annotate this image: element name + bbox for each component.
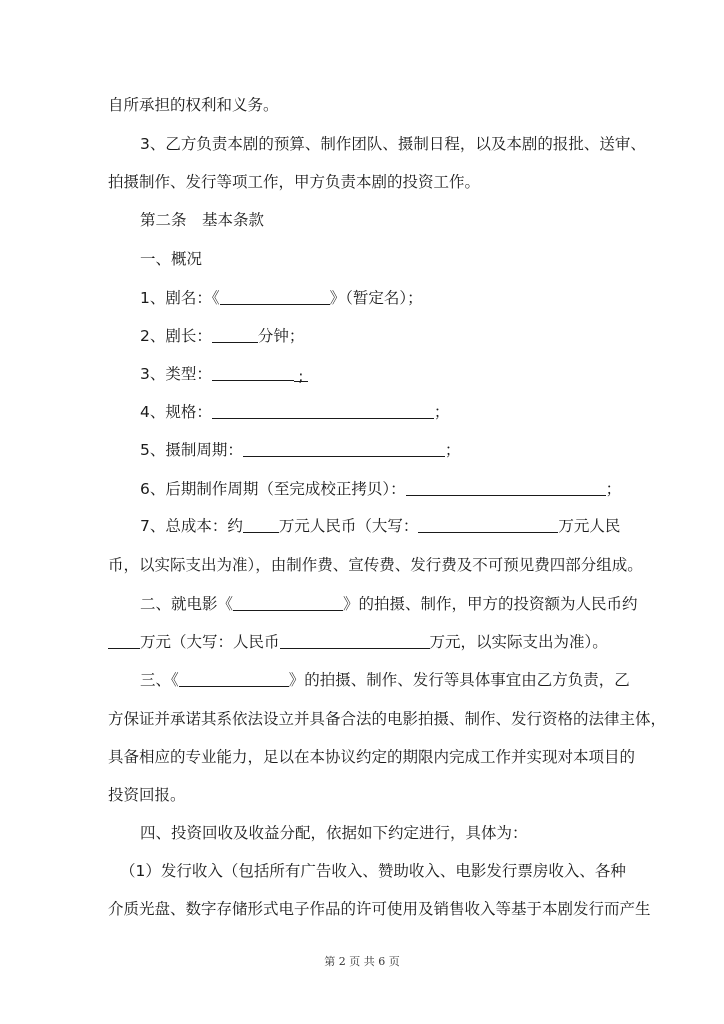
item-shooting-period xyxy=(140,440,460,460)
text: 4、规格： xyxy=(140,403,212,421)
text: 万元人民 xyxy=(558,517,621,535)
text: 介质光盘、数字存储形式电子作品的许可使用及销售收入等基于本剧发行而产生 xyxy=(108,900,651,918)
paragraph-line xyxy=(108,95,279,115)
section-heading xyxy=(140,823,528,843)
text: 》的拍摄、制作，甲方的投资额为人民币约 xyxy=(343,595,638,613)
text: 拍摄制作、发行等项工作，甲方负责本剧的投资工作。 xyxy=(108,173,481,191)
text: 方保证并承诺其系依法设立并具备合法的电影拍摄、制作、发行资格的法律主体， xyxy=(108,710,667,728)
blank-line xyxy=(220,289,330,305)
text: 第二条 基本条款 xyxy=(140,211,265,229)
text: 6、后期制作周期（至完成校正拷贝）： xyxy=(140,480,406,498)
paragraph-line xyxy=(108,709,666,729)
item-title xyxy=(140,288,423,308)
text: 2、剧长： xyxy=(140,327,212,345)
paragraph-line xyxy=(108,747,635,767)
paragraph-line xyxy=(108,555,643,575)
text: 三、《 xyxy=(140,671,179,689)
text: 7、总成本：约 xyxy=(140,517,243,535)
text: 1、剧名：《 xyxy=(140,289,220,307)
item-genre xyxy=(140,364,308,384)
text: （1）发行收入（包括所有广告收入、赞助收入、电影发行票房收入、各种 xyxy=(120,862,626,880)
text: 3、类型： xyxy=(140,365,212,383)
paragraph-line xyxy=(140,134,646,154)
page-number: 第 2 页 共 6 页 xyxy=(324,955,400,968)
text: ； xyxy=(433,403,450,421)
text: 投资回报。 xyxy=(108,786,186,804)
item-length xyxy=(140,326,304,346)
section-heading xyxy=(140,594,638,614)
text: 万元，以实际支出为准）。 xyxy=(429,633,608,651)
text: 币，以实际支出为准），由制作费、宣传费、发行费及不可预见费四部分组成。 xyxy=(108,556,643,574)
text: 》（暂定名）； xyxy=(329,289,423,307)
text: 万元人民币（大写： xyxy=(278,517,419,535)
page-footer xyxy=(0,953,724,969)
blank-line xyxy=(418,517,558,533)
paragraph-line xyxy=(108,172,480,192)
item-post-production xyxy=(140,479,621,499)
paragraph-line xyxy=(108,632,608,652)
text: 3、乙方负责本剧的预算、制作团队、摄制日程，以及本剧的报批、送审、 xyxy=(140,135,646,153)
paragraph-line xyxy=(120,861,626,881)
text: 万元（大写：人民币 xyxy=(140,633,280,651)
text: 5、摄制周期： xyxy=(140,441,243,459)
article-heading xyxy=(140,210,264,230)
text: ； xyxy=(444,441,461,459)
blank-line xyxy=(179,671,289,687)
text: 二、就电影《 xyxy=(140,595,234,613)
text: 自所承担的权利和义务。 xyxy=(108,96,279,114)
text: 分钟； xyxy=(257,327,305,345)
item-total-cost xyxy=(140,516,620,536)
text: ； xyxy=(605,480,622,498)
blank-line xyxy=(243,441,445,457)
section-heading xyxy=(140,249,202,269)
blank-line xyxy=(108,633,140,649)
blank-line xyxy=(212,403,434,419)
text: 一、概况 xyxy=(140,250,203,268)
blank-line xyxy=(233,595,343,611)
text: 具备相应的专业能力，足以在本协议约定的期限内完成工作并实现对本项目的 xyxy=(108,748,636,766)
paragraph-line xyxy=(108,899,651,919)
section-heading xyxy=(140,670,630,690)
blank-line xyxy=(406,480,606,496)
blank-line xyxy=(280,633,430,649)
item-spec xyxy=(140,402,449,422)
blank-line xyxy=(212,327,258,343)
blank-line xyxy=(212,365,294,381)
text: ; xyxy=(294,366,308,382)
paragraph-line xyxy=(108,785,186,805)
blank-line xyxy=(243,517,279,533)
text: 》的拍摄、制作、发行等具体事宜由乙方负责，乙 xyxy=(288,671,630,689)
text: 四、投资回收及收益分配，依据如下约定进行，具体为： xyxy=(140,824,528,842)
